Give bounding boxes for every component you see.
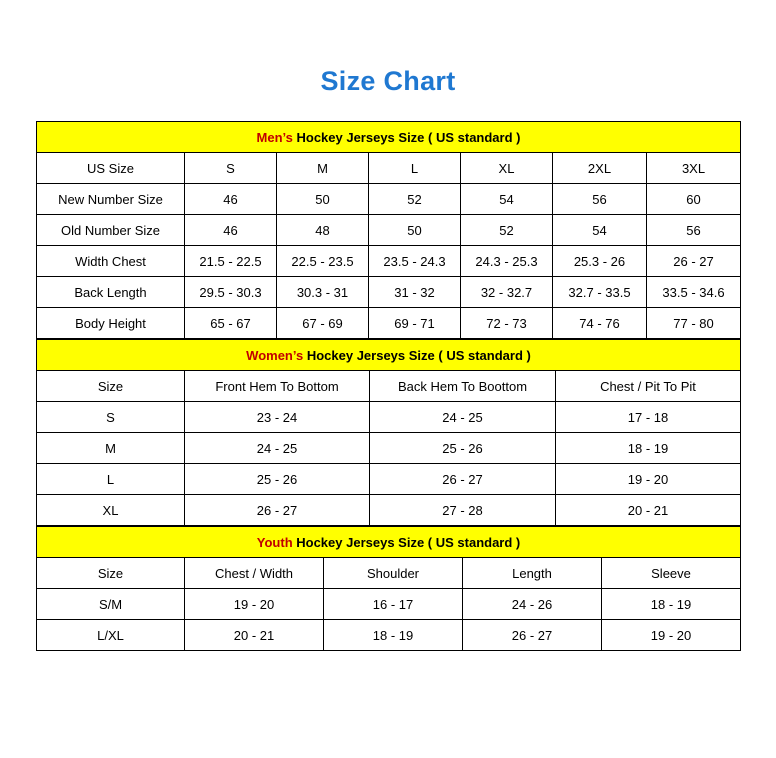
table-row (37, 277, 741, 308)
cell: 22.5 - 23.5 (277, 246, 369, 277)
cell: 52 (461, 215, 553, 246)
womens-band-row (37, 340, 741, 371)
row-label: Old Number Size (37, 215, 185, 246)
cell: 26 - 27 (647, 246, 741, 277)
cell: 27 - 28 (370, 495, 556, 526)
cell: 52 (369, 184, 461, 215)
cell: 65 - 67 (185, 308, 277, 339)
cell: 19 - 20 (556, 464, 741, 495)
row-label: New Number Size (37, 184, 185, 215)
womens-header-cell: Front Hem To Bottom (185, 371, 370, 402)
table-row (37, 402, 741, 433)
table-row (37, 620, 741, 651)
row-label: L/XL (37, 620, 185, 651)
cell: 46 (185, 184, 277, 215)
table-row (37, 308, 741, 339)
cell: 56 (647, 215, 741, 246)
row-label: XL (37, 495, 185, 526)
mens-size-table (36, 121, 741, 339)
youth-band-rest: Hockey Jerseys Size ( US standard ) (292, 534, 521, 550)
row-label: L (37, 464, 185, 495)
cell: 20 - 21 (556, 495, 741, 526)
cell: 18 - 19 (556, 433, 741, 464)
youth-band-row (37, 527, 741, 558)
mens-band-rest: Hockey Jerseys Size ( US standard ) (292, 129, 521, 145)
youth-header-cell: Sleeve (602, 558, 741, 589)
cell: 23 - 24 (185, 402, 370, 433)
table-row (37, 464, 741, 495)
cell: 56 (553, 184, 647, 215)
table-row (37, 246, 741, 277)
mens-band (37, 122, 741, 153)
cell: 72 - 73 (461, 308, 553, 339)
mens-header-cell: 3XL (647, 153, 741, 184)
cell: 30.3 - 31 (277, 277, 369, 308)
youth-band-accent: Youth (256, 534, 293, 550)
cell: 26 - 27 (463, 620, 602, 651)
table-row (37, 495, 741, 526)
cell: 25 - 26 (185, 464, 370, 495)
table-row (37, 215, 741, 246)
youth-header-cell: Chest / Width (185, 558, 324, 589)
mens-header-cell: 2XL (553, 153, 647, 184)
cell: 31 - 32 (369, 277, 461, 308)
table-row (37, 589, 741, 620)
youth-header-cell: Length (463, 558, 602, 589)
cell: 18 - 19 (324, 620, 463, 651)
cell: 74 - 76 (553, 308, 647, 339)
cell: 67 - 69 (277, 308, 369, 339)
cell: 69 - 71 (369, 308, 461, 339)
mens-header-cell: L (369, 153, 461, 184)
cell: 33.5 - 34.6 (647, 277, 741, 308)
row-label: Width Chest (37, 246, 185, 277)
cell: 25 - 26 (370, 433, 556, 464)
row-label: M (37, 433, 185, 464)
row-label: S/M (37, 589, 185, 620)
cell: 60 (647, 184, 741, 215)
cell: 50 (369, 215, 461, 246)
cell: 24.3 - 25.3 (461, 246, 553, 277)
row-label: S (37, 402, 185, 433)
cell: 50 (277, 184, 369, 215)
mens-header-row (37, 153, 741, 184)
size-chart-container (0, 121, 776, 651)
cell: 20 - 21 (185, 620, 324, 651)
cell: 19 - 20 (602, 620, 741, 651)
cell: 21.5 - 22.5 (185, 246, 277, 277)
womens-band (37, 340, 741, 371)
mens-header-cell: US Size (37, 153, 185, 184)
cell: 18 - 19 (602, 589, 741, 620)
mens-header-cell: M (277, 153, 369, 184)
youth-header-row (37, 558, 741, 589)
cell: 54 (553, 215, 647, 246)
cell: 19 - 20 (185, 589, 324, 620)
cell: 46 (185, 215, 277, 246)
youth-header-cell: Shoulder (324, 558, 463, 589)
cell: 24 - 26 (463, 589, 602, 620)
womens-header-row (37, 371, 741, 402)
womens-size-table (36, 339, 741, 526)
cell: 29.5 - 30.3 (185, 277, 277, 308)
cell: 32.7 - 33.5 (553, 277, 647, 308)
cell: 26 - 27 (370, 464, 556, 495)
page-title: Size Chart (320, 66, 456, 96)
cell: 24 - 25 (370, 402, 556, 433)
mens-header-cell: S (185, 153, 277, 184)
table-row (37, 433, 741, 464)
cell: 23.5 - 24.3 (369, 246, 461, 277)
youth-header-cell: Size (37, 558, 185, 589)
youth-band (37, 527, 741, 558)
womens-band-accent: Women’s (246, 347, 304, 363)
cell: 32 - 32.7 (461, 277, 553, 308)
youth-size-table (36, 526, 741, 651)
cell: 77 - 80 (647, 308, 741, 339)
womens-band-rest: Hockey Jerseys Size ( US standard ) (303, 347, 531, 363)
mens-header-cell: XL (461, 153, 553, 184)
cell: 48 (277, 215, 369, 246)
cell: 24 - 25 (185, 433, 370, 464)
womens-header-cell: Chest / Pit To Pit (556, 371, 741, 402)
row-label: Body Height (37, 308, 185, 339)
cell: 17 - 18 (556, 402, 741, 433)
cell: 54 (461, 184, 553, 215)
womens-header-cell: Back Hem To Boottom (370, 371, 556, 402)
cell: 16 - 17 (324, 589, 463, 620)
mens-band-row (37, 122, 741, 153)
cell: 26 - 27 (185, 495, 370, 526)
row-label: Back Length (37, 277, 185, 308)
mens-band-accent: Men’s (256, 129, 293, 145)
size-chart-page (0, 66, 776, 758)
womens-header-cell: Size (37, 371, 185, 402)
cell: 25.3 - 26 (553, 246, 647, 277)
table-row (37, 184, 741, 215)
